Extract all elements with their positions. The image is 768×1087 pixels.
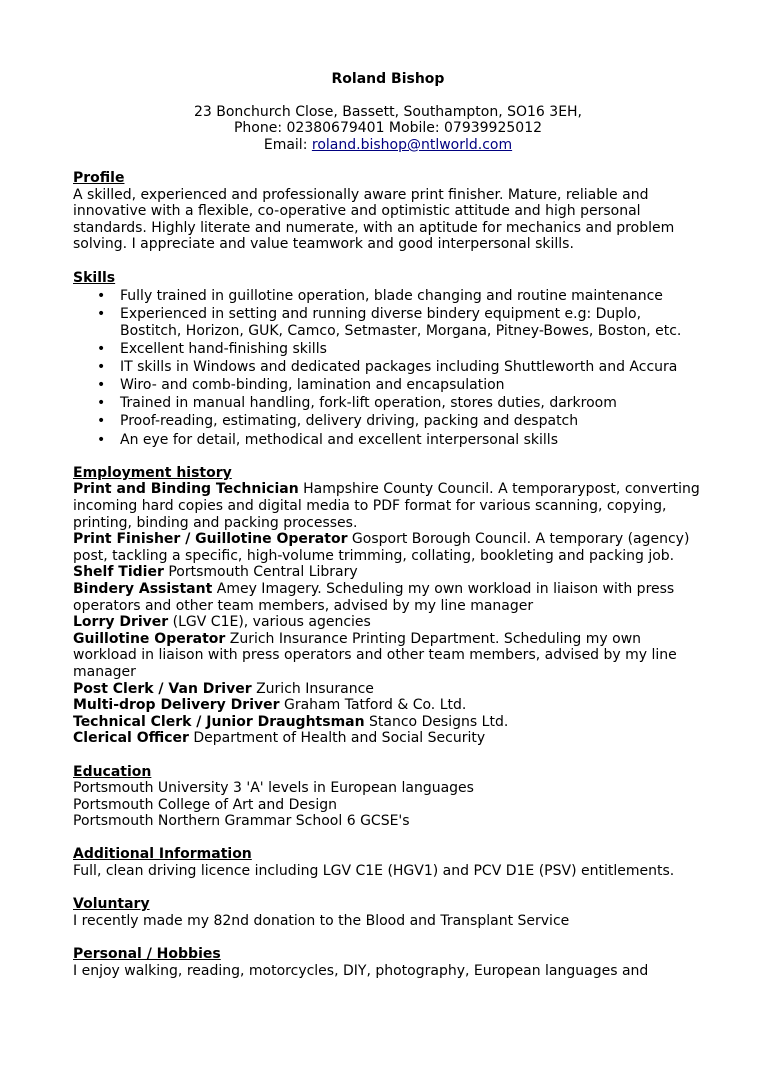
skills-heading: Skills [73,269,116,286]
job-title: Shelf Tidier [73,564,164,581]
education-section [73,764,703,830]
profile-text: A skilled, experienced and professionally aware print finisher. Mature, reliable and innovative with a flexible, co-operative and optimistic attitude and high personal standards. Highly literate and numerate, with an aptitude for mechanics and problem solving. I appreciate and value teamwork and good interpersonal skills. [73,186,675,253]
job-detail: Hampshire County Council. A temporarypost, converting incoming hard copies and digital media to PDF format for various scanning, copying, printing, binding and packing processes. [73,481,700,531]
job-entry [73,681,703,698]
bullet-icon: • [97,287,106,304]
bullet-icon: • [97,305,106,322]
personal-section [73,946,703,979]
phone-line: Phone: 02380679401 Mobile: 07939925012 [233,120,543,137]
education-line: Portsmouth University 3 'A' levels in European languages [73,780,474,797]
skill-text: Experienced in setting and running diverse bindery equipment e.g: Duplo, Bostitch, Horizon, GUK, Camco, Setmaster, Morgana, Pitney-Bowes, Boston, etc. [120,305,682,339]
job-entry [73,531,703,564]
job-detail: Stanco Designs Ltd. [364,713,509,730]
candidate-name: Roland Bishop [331,71,445,87]
job-title: Technical Clerk / Junior Draughtsman [73,713,365,730]
email-line [73,137,703,154]
voluntary-text: I recently made my 82nd donation to the Blood and Transplant Service [73,912,570,929]
education-line: Portsmouth Northern Grammar School 6 GCSE's [73,813,410,830]
bullet-icon: • [97,340,106,357]
voluntary-heading: Voluntary [73,896,150,913]
job-entry [73,697,703,714]
job-detail: Zurich Insurance Printing Department. Scheduling my own workload in liaison with press operators and other team members, advised by my line manager [73,630,677,680]
skill-text: Proof-reading, estimating, delivery driving, packing and despatch [120,413,579,430]
job-title: Lorry Driver [73,614,169,631]
bullet-icon: • [97,431,106,448]
additional-text: Full, clean driving licence including LGV C1E (HGV1) and PCV D1E (PSV) entitlements. [73,863,675,880]
job-entry [73,631,703,681]
education-line: Portsmouth College of Art and Design [73,796,337,813]
list-item [73,395,703,412]
additional-section [73,846,703,879]
skill-text: Excellent hand-finishing skills [120,340,327,357]
list-item [73,341,703,358]
skills-list [73,288,703,449]
bullet-icon: • [97,395,106,412]
bullet-icon: • [97,413,106,430]
list-item [73,413,703,430]
employment-section [73,465,703,747]
job-detail: Amey Imagery. Scheduling my own workload in liaison with press operators and other team members, advised by my line manager [73,580,675,614]
job-detail: Graham Tatford & Co. Ltd. [279,697,467,714]
employment-heading: Employment history [73,464,232,481]
list-item [73,359,703,376]
list-item [73,306,703,339]
profile-heading: Profile [73,169,125,186]
email-label: Email: [263,136,312,153]
job-entry [73,581,703,614]
job-title: Bindery Assistant [73,580,213,597]
address-line: 23 Bonchurch Close, Bassett, Southampton, SO16 3EH, [193,103,583,120]
contact-block [73,104,703,154]
personal-text: I enjoy walking, reading, motorcycles, DIY, photography, European languages and [73,962,649,979]
job-detail: Zurich Insurance [251,680,374,697]
education-heading: Education [73,763,152,780]
list-item [73,432,703,449]
skill-text: IT skills in Windows and dedicated packages including Shuttleworth and Accura [120,358,678,375]
job-title: Multi-drop Delivery Driver [73,697,280,714]
skill-text: Wiro- and comb-binding, lamination and encapsulation [120,377,505,394]
job-title: Print and Binding Technician [73,481,299,498]
job-entry [73,481,703,531]
skill-text: An eye for detail, methodical and excellent interpersonal skills [120,431,558,448]
skills-section [73,270,703,449]
job-title: Guillotine Operator [73,630,226,647]
personal-heading: Personal / Hobbies [73,946,221,963]
skill-text: Trained in manual handling, fork-lift operation, stores duties, darkroom [120,395,617,412]
job-entry [73,614,703,631]
profile-section [73,170,703,253]
voluntary-section [73,896,703,929]
job-title: Clerical Officer [73,730,189,747]
job-entry [73,714,703,731]
job-title: Post Clerk / Van Driver [73,680,252,697]
skill-text: Fully trained in guillotine operation, blade changing and routine maintenance [120,287,663,304]
resume-page [73,71,703,979]
job-title: Print Finisher / Guillotine Operator [73,531,348,548]
list-item [73,377,703,394]
email-link[interactable]: roland.bishop@ntlworld.com [311,136,513,153]
additional-heading: Additional Information [73,846,252,863]
bullet-icon: • [97,377,106,394]
job-entry [73,730,703,747]
job-entry [73,564,703,581]
job-detail: Department of Health and Social Security [188,730,486,747]
job-detail: Gosport Borough Council. A temporary (agency) post, tackling a specific, high-volume trimming, collating, bookleting and packing job. [73,531,690,564]
bullet-icon: • [97,358,106,375]
job-detail: (LGV C1E), various agencies [168,614,371,631]
list-item [73,288,703,305]
job-detail: Portsmouth Central Library [163,564,358,581]
